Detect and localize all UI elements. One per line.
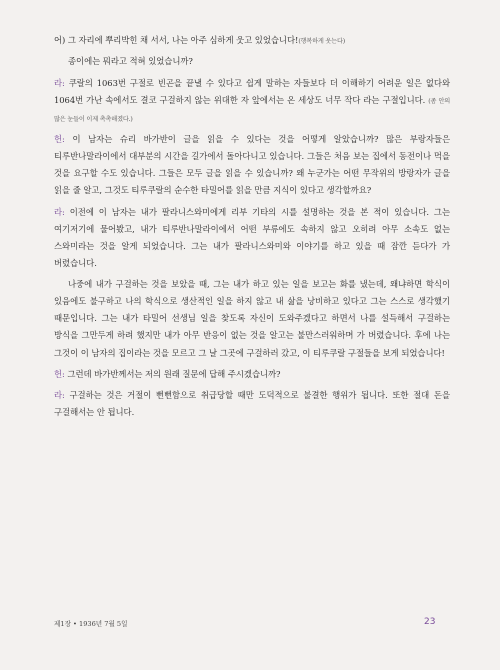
body-text [54,32,450,425]
speaker-label: 라: [54,206,65,217]
paragraph-text: 어) 그 자리에 뿌리박힌 채 서서, 나는 아주 심하게 웃고 있었습니다! [54,35,299,45]
paragraph-8 [54,387,450,422]
speaker-label: 라: [54,390,65,401]
paragraph-3 [54,75,450,128]
paragraph-text: 이 남자는 슈리 바가반이 글을 읽을 수 있다는 것을 어떻게 알았습니까? 많은 부랑자들은 티루반나말라이에서 대부분의 시간을 길가에서 돌아다니고 있습니다. 그들은 처음 보는 집에서 동전이나 먹을 것을 요구할 수도 있습니다. 그들은 모두 글을 읽을 수 있습니까? 왜 누군가는 어떤 무작위의 방랑자가 글을 읽을 줄 알고, 그것도 티루쿠랄의 순수한 타밀어를 읽을 만큼 지식이 있다고 생각할까요? [54,134,450,196]
paragraph-7 [54,366,450,384]
paragraph-text: 이전에 이 남자는 내가 팔라니스와미에게 리부 기타의 시를 설명하는 것을 본 적이 있습니다. 그는 여기저기에 물어봤고, 내가 티루반나말라이에서 어떤 부류에도 속하지 않고 오히려 아무 소속도 없는 스와미라는 것을 알게 되었습니다. 그는 내가 팔라니스와미와 이야기를 하고 있을 때 잠깐 듣다가 가 버렸습니다. [54,206,450,268]
speaker-label: 헌: [54,134,65,145]
paragraph-6 [54,276,450,362]
page-number: 23 [424,617,436,627]
paragraph-1 [54,32,450,50]
running-footer: 제1장 • 1936년 7월 5일 [54,620,128,628]
paragraph-5 [54,204,450,273]
speaker-label: 라: [54,77,65,88]
paragraph-2 [54,53,450,71]
paragraph-text: 구걸하는 것은 거절이 뻔뻔함으로 취급당할 때만 도덕적으로 불결한 행위가 됩니다. 또한 절대 돈을 구걸해서는 안 됩니다. [54,390,450,418]
stage-note: (좀 안의 많은 눈들이 이제 촉촉해졌다.) [54,97,450,123]
stage-note: (행복하게 웃는다) [298,38,345,45]
paragraph-4 [54,131,450,200]
speaker-label: 헌: [54,368,65,379]
paragraph-text: 쿠랄의 1063번 구절로 빈곤을 끝낼 수 있다고 쉽게 말하는 자들보다 더 이해하기 어려운 일은 없다와 1064번 가난 속에서도 결코 구걸하지 않는 위대한 자 앞에서는 온 세상도 너무 작다 라는 구절입니다. [54,77,450,105]
paragraph-text: 그런데 바가반께서는 저의 원래 질문에 답해 주시겠습니까? [64,368,281,379]
paragraph-text: 나중에 내가 구걸하는 것을 보았을 때, 그는 내가 하고 있는 일을 보고는 화를 냈는데, 왜냐하면 학식이 있음에도 불구하고 나의 학식으로 생산적인 일을 하지 않고 내 삶을 낭비하고 있다고 그는 스스로 생각했기 때문입니다. 그는 내가 타밀어 선생님 일을 찾도록 자신이 도와주겠다고 하면서 나를 설득해서 구걸하는 방식을 그만두게 하려 했지만 내가 아무 반응이 없는 것을 알고는 불만스러워하며 가 버렸습니다. 후에 나는 그것이 이 남자의 집이라는 것을 모르고 그 날 그곳에 구걸하러 갔고, 이 티루쿠랄 구절들을 보게 되었습니다! [54,279,450,358]
paragraph-text: 종이에는 뭐라고 적혀 있었습니까? [68,56,193,67]
